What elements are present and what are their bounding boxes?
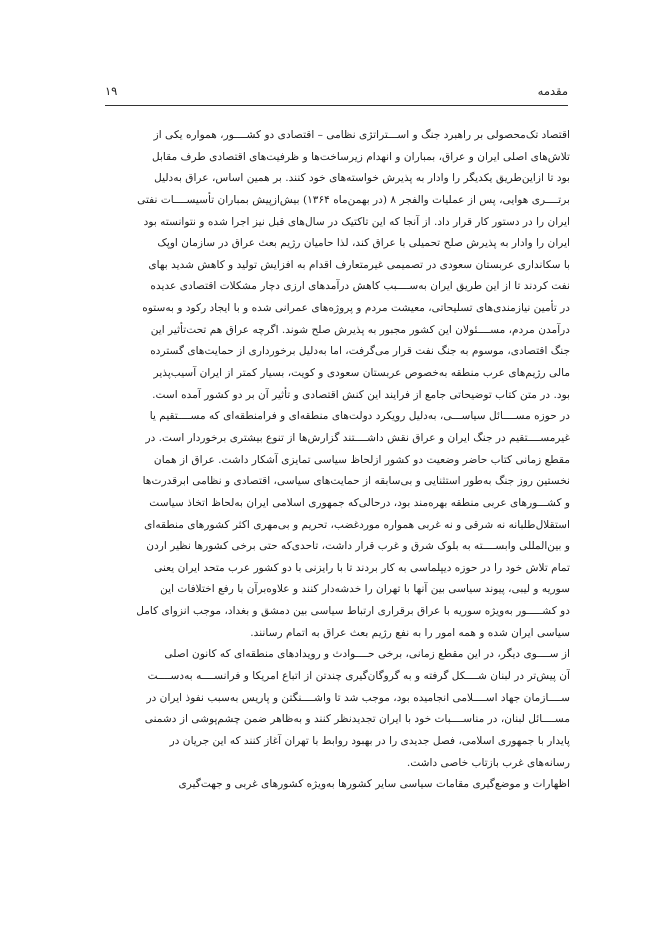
paragraph <box>103 644 570 774</box>
text-line: ایران را وادار به پذیرش صلح تحمیلی با عراق کند، لذا حامیان رژیم بعث عراق در سازمان اوپک <box>157 237 570 250</box>
paragraph <box>103 774 570 796</box>
text-line: ایران را در دستور کار قرار داد. از آنجا که این تاکتیک در سال‌های قبل نیز اجرا شده و نتوانسته بود <box>143 215 570 228</box>
text-line: از ســــوی دیگر، در این مقطع زمانی، برخی حــــوادث و رویدادهای منطقه‌ای که کانون اصلی <box>164 648 570 661</box>
text-line: نخستین روز جنگ به‌طور استثنایی و بی‌سابقه از حمایت‌های سیاسی، اقتصادی و نظامی ابرقدرت‌ها <box>142 475 570 488</box>
text-line: و بین‌المللی وابســــته به بلوک شرق و غرب قرار داشت، تاحدی‌که حتی برخی کشورها نظیر اردن <box>146 540 570 553</box>
text-line: تلاش‌های اصلی ایران و عراق، بمباران و انهدام زیرساخت‌ها و ظرفیت‌های اقتصادی طرف مقابل <box>151 150 570 163</box>
text-line: با سکانداری عربستان سعودی در تصمیمی غیرمتعارف اقدام به افزایش تولید و کاهش شدید بهای <box>148 258 570 271</box>
text-line: اقتصاد تک‌محصولی بر راهبرد جنگ و اســـتراتژی نظامی – اقتصادی دو کشــــور، همواره یکی از <box>153 129 570 141</box>
text-line: مقطع زمانی کتاب حاضر وضعیت دو کشور ازلحاظ سیاسی تمایزی آشکار داشت. عراق از همان <box>153 453 570 466</box>
text-line: استقلال‌طلبانه نه شرقی و نه غربی همواره موردغضب، تحریم و بی‌مهری اکثر کشورهای منطقه‌ای <box>144 518 570 531</box>
text-line: درآمدن مردم، مســــئولان این کشور مجبور به پذیرش صلح شوند. اگرچه عراق هم تحت‌تأثیر این <box>150 323 570 336</box>
text-line: آن پیش‌تر در لبنان شــــکل گرفته و به گروگان‌گیری چندتن از اتباع امریکا و فرانســــه به‌دســــت <box>147 670 570 683</box>
text-line: در تأمین نیازمندی‌های تسلیحاتی، معیشت مردم و پروژه‌های عمرانی شده و با ایجاد رکود و به‌ستوه <box>142 302 570 315</box>
text-line: تمام تلاش خود را در حوزه دیپلماسی به کار بردند تا با رایزنی با دو کشور عرب متحد ایران یعنی <box>154 561 570 574</box>
text-line: رسانه‌های غرب بازتاب خاصی داشت. <box>406 756 570 769</box>
text-line: اظهارات و موضع‌گیری مقامات سیاسی سایر کشورها به‌ویژه کشورهای غربی و جهت‌گیری <box>178 778 570 791</box>
text-line: بود. در متن کتاب توضیحاتی جامع از فرایند این کنش اقتصادی و تأثیر آن بر دو کشور آمده است. <box>152 388 570 401</box>
text-line: بود تا ازاین‌طریق یکدیگر را وادار به پذیرش خواسته‌های خود کنند. بر همین اساس، عراق به‌دلیل <box>154 172 570 185</box>
text-line: نفت کردند تا از این طریق ایران به‌ســــبب کاهش درآمدهای ارزی دچار مشکلات اقتصادی عدیده <box>150 280 570 293</box>
text-line: برتــــری هوایی، پس از عملیات والفجر ۸ (در بهمن‌ماه ۱۳۶۴) بیش‌ازپیش بمباران تأسیســــات نفتی <box>137 193 570 206</box>
paragraph <box>103 406 570 644</box>
text-line: مالی رژیم‌های عرب منطقه به‌خصوص عربستان سعودی و کویت، بسیار کمتر از ایران آسیب‌پذیر <box>153 367 570 380</box>
body-text <box>103 125 570 796</box>
running-head: مقدمه <box>537 84 568 98</box>
text-line: در حوزه مســــائل سیاســـی، به‌دلیل رویکرد دولت‌های منطقه‌ای و فرامنطقه‌ای که مســــتقیم یا <box>149 410 570 423</box>
page-number: ۱۹ <box>105 84 118 98</box>
paragraph <box>103 125 570 406</box>
text-line: دو کشـــــور به‌ویژه سوریه با عراق برقراری ارتباط سیاسی بین دمشق و بغداد، موجب انزوای کامل <box>136 605 570 618</box>
text-line: پایدار با جمهوری اسلامی، فصل جدیدی را در بهبود روابط با تهران آغاز کنند که این جریان در <box>169 734 570 747</box>
page-header <box>105 84 568 104</box>
text-line: جنگ اقتصادی، موسوم به جنگ نفت قرار می‌گرفت، اما به‌دلیل برخورداری از حمایت‌های گسترده <box>150 345 570 358</box>
text-line: سوریه و لیبی، پیوند سیاسی بین آنها با تهران را خدشه‌دار کنند و علاوه‌برآن با رفع اختلافات این <box>160 583 570 596</box>
text-line: ســــازمان جهاد اســــلامی انجامیده بود، موجب شد تا واشــــنگتن و پاریس به‌سبب نفوذ ایران در <box>146 691 570 704</box>
text-line: و کشـــورهای عربی منطقه بهره‌مند بود، درحالی‌که جمهوری اسلامی ایران به‌لحاظ اتخاذ سیاست <box>149 496 570 509</box>
text-line: سیاسی ایران شده و همه امور را به نفع رژیم بعث عراق به اتمام رسانند. <box>250 626 570 639</box>
text-line: مســــائل لبنان، در مناســــبات خود با ایران تجدیدنظر کنند و به‌ظاهر ضمن چشم‌پوشی از دشمنی <box>144 713 570 726</box>
text-line: غیرمســــتقیم در جنگ ایران و عراق نقش داشــــتند گزارش‌ها از تنوع بیشتری برخوردار است. در <box>145 431 570 444</box>
header-rule <box>105 105 568 106</box>
